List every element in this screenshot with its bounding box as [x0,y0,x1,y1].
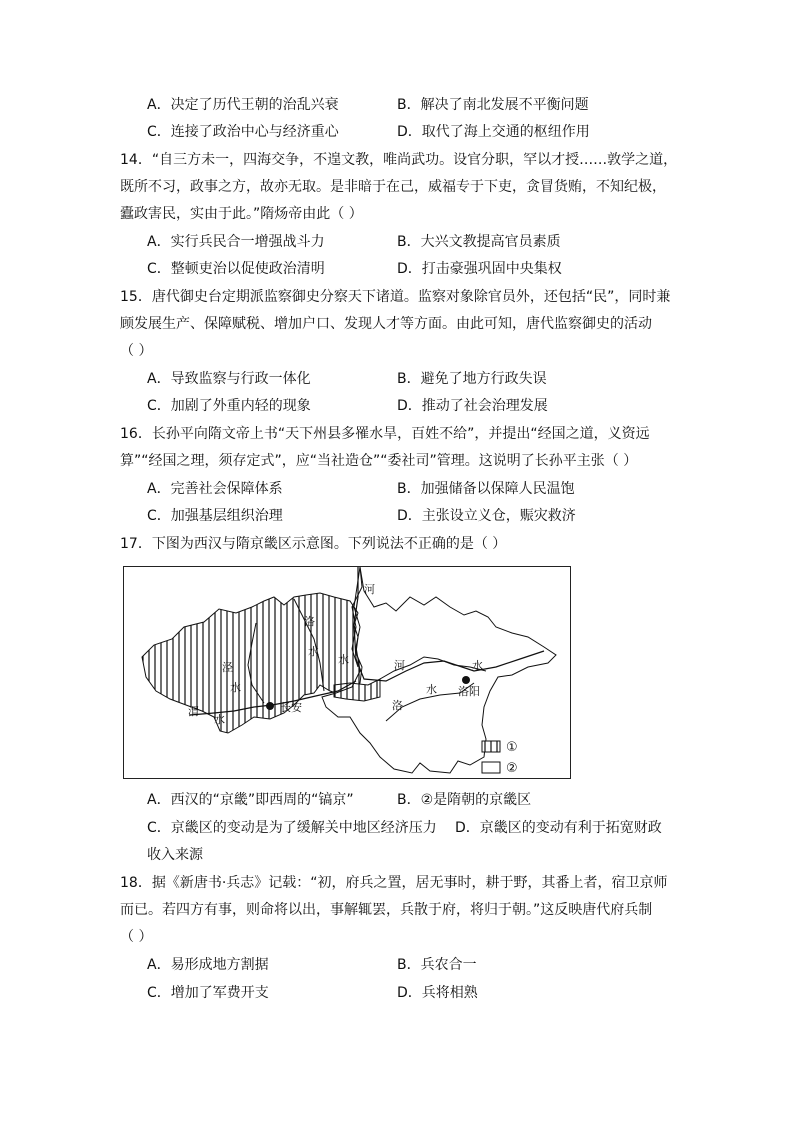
q14-stem-line-2: 既所不习，政事之方，故亦无取。是非暗于在己，威福专于下吏，贪冒货贿，不知纪极， [120,179,666,195]
luoyang-dot [462,676,470,684]
jingji-map [123,566,571,779]
map-legend [482,740,518,776]
label-shui-luo: 水 [308,645,319,658]
q15-option-b: B．避免了地方行政失误 [397,371,547,387]
q18-stem-line-2: 而已。若四方有事，则命将以出，事解辄罢，兵散于府，将归于朝。”这反映唐代府兵制 [120,902,653,918]
legend-label-1: ① [506,740,518,755]
q14-stem-line-1: 14．“自三方未一，四海交争，不遑文教，唯尚武功。设官分职，罕以才授……敦学之道， [120,152,678,168]
region-1-hatched [142,593,362,733]
q14-option-b: B．大兴文教提高官员素质 [397,234,561,250]
legend-label-2: ② [506,761,518,776]
label-luo-1: 洛 [304,615,315,628]
q16-stem-line-2: 算”“经国之理，须存定式”，应“当社造仓”“委社司”管理。这说明了长孙平主张（ ） [120,453,638,469]
label-jing: 泾 [222,661,233,674]
q16-option-c: C．加强基层组织治理 [147,508,283,524]
legend-swatch-1 [482,741,500,752]
q18-option-d: D．兵将相熟 [397,985,478,1001]
q14-option-a: A．实行兵民合一增强战斗力 [147,234,325,250]
q18-option-a: A．易形成地方割据 [147,957,269,973]
q17-option-a: A．西汉的“京畿”即西周的“镐京” [147,792,354,808]
q18-option-c: C．增加了军费开支 [147,985,269,1001]
q18-stem-line-3: （ ） [120,929,153,945]
q15-option-d: D．推动了社会治理发展 [397,398,548,414]
q16-stem-line-1: 16．长孙平向隋文帝上书“天下州县多罹水旱，百姓不给”，并提出“经国之道，义资远 [120,426,650,442]
label-changan: 长安 [280,701,302,714]
label-shui-he: 水 [338,653,349,666]
q15-option-c: C．加剧了外重内轻的现象 [147,398,311,414]
label-he-mid: 河 [394,659,405,672]
label-he-top: 河 [364,583,375,596]
q15-stem-line-1: 15．唐代御史台定期派监察御史分察天下诸道。监察对象除官员外，还包括“民”，同时兼 [120,289,671,305]
q14-stem-line-3: 蠹政害民，实由于此。”隋炀帝由此（ ） [120,206,363,222]
q16-option-b: B．加强储备以保障人民温饱 [397,481,575,497]
q15-stem-line-3: （ ） [120,343,153,359]
label-shui-luo2: 水 [426,683,437,696]
label-shui-right: 水 [472,659,483,672]
yellow-river [354,567,544,681]
label-luoyang: 洛阳 [458,685,480,698]
q17-option-d: D．京畿区的变动有利于拓宽财政 [455,820,662,836]
changan-dot [266,702,274,710]
q18-stem-line-1: 18．据《新唐书·兵志》记载：“初，府兵之置，居无事时，耕于野，其番上者，宿卫京师 [120,875,668,891]
label-shui-jing: 水 [230,681,241,694]
q18-option-b: B．兵农合一 [397,957,477,973]
q17-option-d-cont: 收入来源 [147,847,203,863]
q17-option-c: C．京畿区的变动是为了缓解关中地区经济压力 [147,820,437,836]
q14-option-d: D．打击豪强巩固中央集权 [397,261,562,277]
q16-option-d: D．主张设立义仓，赈灾救济 [397,508,576,524]
label-wei: 渭 [188,705,199,718]
q15-option-a: A．导致监察与行政一体化 [147,371,311,387]
q17-stem: 17．下图为西汉与隋京畿区示意图。下列说法不正确的是（ ） [120,536,507,552]
q14-option-c: C．整顿吏治以促使政治清明 [147,261,325,277]
label-shui-wei: 水 [214,713,225,726]
q13-option-d: D．取代了海上交通的枢纽作用 [397,124,590,140]
q13-option-a: A．决定了历代王朝的治乱兴衰 [147,97,339,113]
map-svg [124,567,570,778]
q15-stem-line-2: 顾发展生产、保障赋税、增加户口、发现人才等方面。由此可知，唐代监察御史的活动 [120,316,652,332]
q16-option-a: A．完善社会保障体系 [147,481,283,497]
q13-option-b: B．解决了南北发展不平衡问题 [397,97,589,113]
q13-option-c: C．连接了政治中心与经济重心 [147,124,339,140]
legend-swatch-2 [482,762,500,773]
label-luo-2: 洛 [392,699,403,712]
q17-option-b: B．②是隋朝的京畿区 [397,792,532,808]
